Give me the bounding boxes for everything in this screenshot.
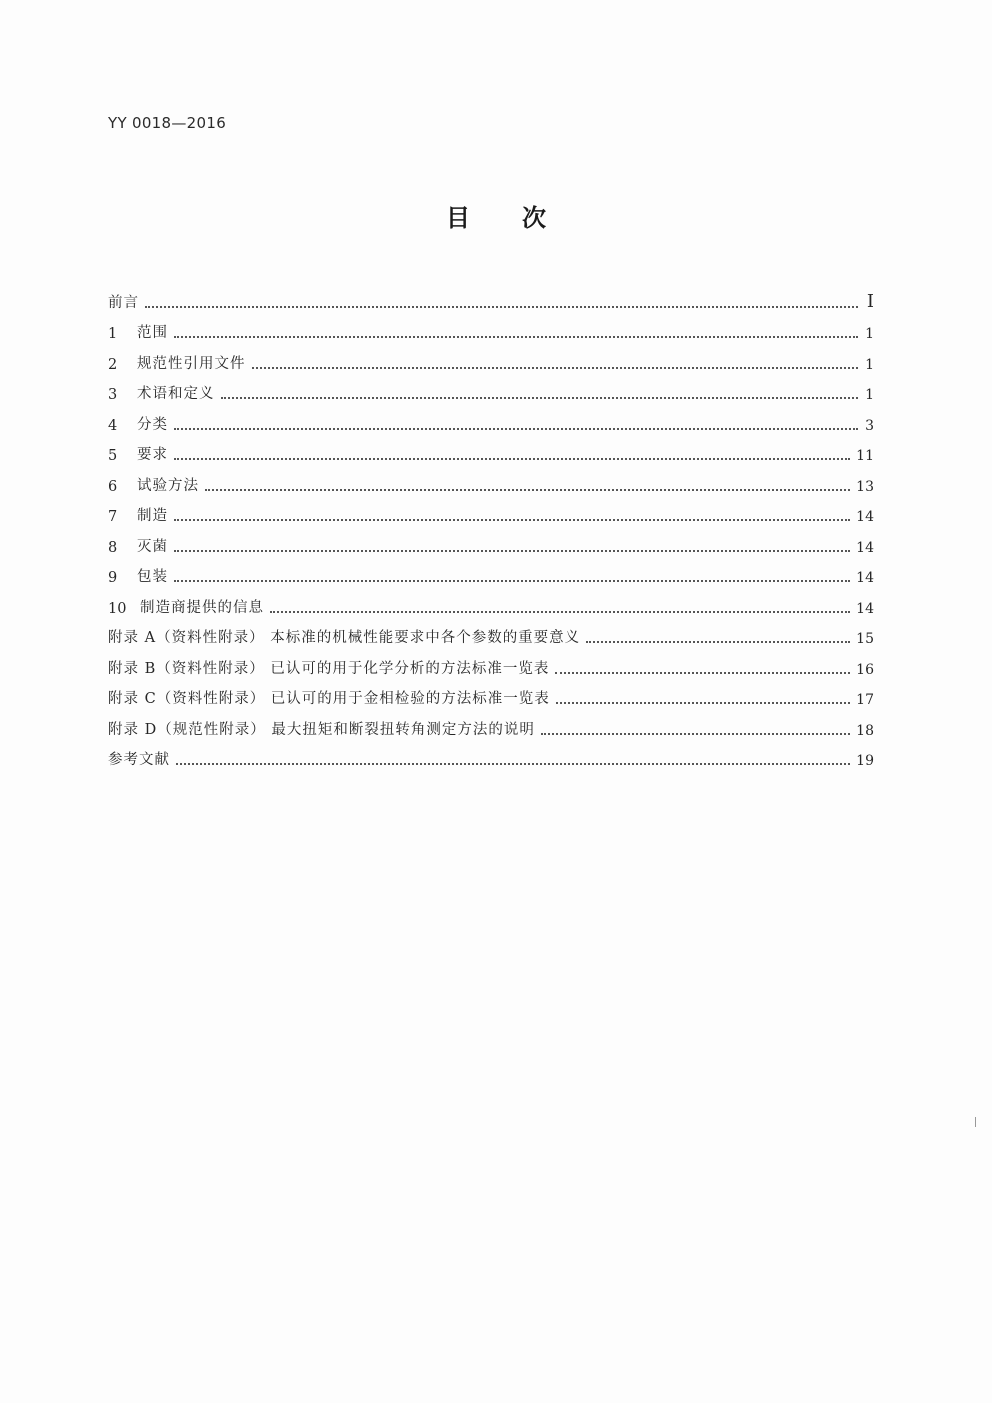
toc-title-char-1: 目 [446, 204, 470, 232]
toc-entry-label: 参考文献 [108, 752, 170, 768]
toc-entry-label: 附录 B（资料性附录） 已认可的用于化学分析的方法标准一览表 [108, 660, 550, 677]
toc-entry-number: 2 [108, 356, 118, 373]
toc-entry-references[interactable] [108, 739, 874, 770]
toc-entry-label: 灭菌 [137, 538, 168, 555]
toc-entry-page: 19 [856, 753, 874, 769]
toc-entry-page: 13 [856, 478, 874, 495]
toc-entry-page: 1 [865, 356, 874, 373]
dot-leader [176, 753, 850, 765]
toc-entry-label: 范围 [137, 325, 168, 341]
toc-entry-page: 14 [856, 600, 874, 617]
dot-leader [586, 631, 850, 643]
dot-leader [145, 296, 858, 308]
toc-entry-label: 规范性引用文件 [137, 355, 246, 372]
toc-entry-page: 14 [856, 509, 874, 525]
toc-entry-number: 10 [108, 600, 127, 617]
toc-entry-label: 包装 [137, 569, 168, 585]
scan-edge-mark [975, 1117, 976, 1127]
toc-entry-1[interactable] [108, 312, 874, 343]
dot-leader [174, 326, 858, 338]
toc-entry-number: 8 [108, 539, 118, 556]
toc-entry-number: 1 [108, 326, 118, 342]
standard-code: YY 0018—2016 [108, 114, 227, 132]
toc-entry-page: 15 [856, 631, 874, 647]
toc-entry-label: 制造商提供的信息 [140, 599, 264, 616]
dot-leader [174, 570, 850, 582]
toc-entry-page: 11 [856, 448, 874, 464]
toc-entry-number: 4 [108, 417, 118, 434]
dot-leader [221, 387, 859, 399]
toc-entry-foreword[interactable] [108, 281, 874, 312]
toc-entry-label: 制造 [137, 508, 168, 524]
toc-entry-4[interactable] [108, 403, 874, 434]
toc-entry-annex-b[interactable] [108, 647, 874, 678]
toc-entry-7[interactable] [108, 495, 874, 526]
dot-leader [205, 479, 850, 491]
toc-entry-10[interactable] [108, 586, 874, 617]
dot-leader [555, 662, 850, 674]
toc-entry-number: 6 [108, 478, 118, 495]
toc-entry-page: 18 [856, 722, 874, 739]
toc-entry-page: 1 [865, 387, 874, 403]
toc-entry-label: 附录 A（资料性附录） 本标准的机械性能要求中各个参数的重要意义 [108, 630, 581, 646]
toc-entry-page: I [866, 290, 874, 312]
dot-leader [252, 357, 859, 369]
toc-entry-page: 3 [865, 417, 874, 434]
toc-entry-3[interactable] [108, 373, 874, 404]
toc-entry-page: 14 [856, 539, 874, 556]
toc-entry-annex-c[interactable] [108, 678, 874, 709]
dot-leader [174, 448, 850, 460]
dot-leader [174, 509, 850, 521]
toc-title-char-2: 次 [522, 204, 546, 232]
toc-title [0, 198, 992, 233]
dot-leader [556, 692, 850, 704]
toc-entry-number: 5 [108, 448, 118, 464]
toc-entry-label: 附录 C（资料性附录） 已认可的用于金相检验的方法标准一览表 [108, 691, 550, 707]
table-of-contents [108, 281, 874, 769]
toc-entry-number: 7 [108, 509, 118, 525]
toc-entry-number: 9 [108, 570, 118, 586]
toc-entry-5[interactable] [108, 434, 874, 465]
toc-entry-2[interactable] [108, 342, 874, 373]
toc-entry-annex-d[interactable] [108, 708, 874, 739]
toc-entry-number: 3 [108, 387, 118, 403]
toc-entry-9[interactable] [108, 556, 874, 587]
dot-leader [174, 418, 858, 430]
toc-entry-page: 1 [865, 326, 874, 342]
dot-leader [174, 540, 850, 552]
toc-entry-label: 要求 [137, 447, 168, 463]
toc-entry-label: 分类 [137, 416, 168, 433]
toc-entry-page: 17 [856, 692, 874, 708]
toc-entry-page: 16 [856, 661, 874, 678]
toc-entry-label: 试验方法 [137, 477, 199, 494]
dot-leader [541, 723, 850, 735]
toc-entry-label: 附录 D（规范性附录） 最大扭矩和断裂扭转角测定方法的说明 [108, 721, 535, 738]
toc-entry-label: 术语和定义 [137, 386, 215, 402]
toc-entry-6[interactable] [108, 464, 874, 495]
toc-entry-page: 14 [856, 570, 874, 586]
toc-entry-label: 前言 [108, 294, 139, 311]
dot-leader [270, 601, 850, 613]
toc-entry-annex-a[interactable] [108, 617, 874, 648]
toc-entry-8[interactable] [108, 525, 874, 556]
